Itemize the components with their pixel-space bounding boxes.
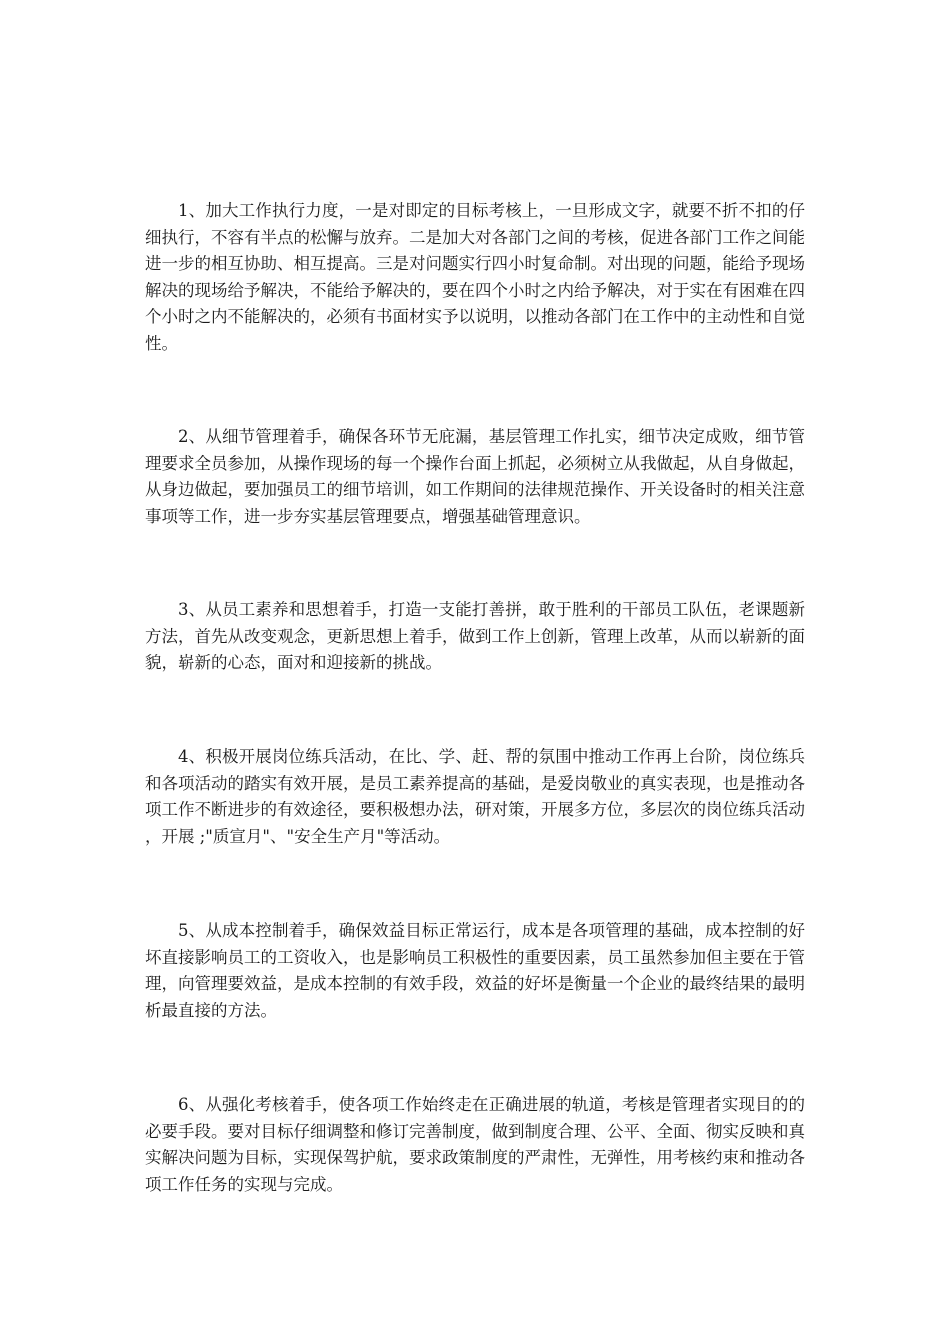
paragraph-6: 6、从强化考核着手，使各项工作始终走在正确进展的轨道，考核是管理者实现目的的必要手段。要对目标仔细调整和修订完善制度，做到制度合理、公平、全面、彻实反映和真实解决问题为目标，实现保驾护航，要求政策制度的严肃性，无弹性，用考核约束和推动各项工作任务的实现与完成。 [145,1095,805,1194]
paragraph-5: 5、从成本控制着手，确保效益目标正常运行，成本是各项管理的基础，成本控制的好坏直接影响员工的工资收入，也是影响员工积极性的重要因素，员工虽然参加但主要在于管理，向管理要效益，是成本控制的有效手段，效益的好坏是衡量一个企业的最终结果的最明析最直接的方法。 [145,921,805,1020]
paragraph-4: 4、积极开展岗位练兵活动，在比、学、赶、帮的氛围中推动工作再上台阶，岗位练兵和各项活动的踏实有效开展，是员工素养提高的基础，是爱岗敬业的真实表现，也是推动各项工作不断进步的有效途径，要积极想办法，研对策，开展多方位，多层次的岗位练兵活动，开展 ;"质宣月"、"安全生产月"等活动。 [145,747,805,846]
paragraph-3: 3、从员工素养和思想着手，打造一支能打善拼，敢于胜利的干部员工队伍，老课题新方法，首先从改变观念，更新思想上着手，做到工作上创新，管理上改革，从而以崭新的面貌，崭新的心态，面对和迎接新的挑战。 [145,600,805,672]
paragraph-1: 1、加大工作执行力度，一是对即定的目标考核上，一旦形成文字，就要不折不扣的仔细执行，不容有半点的松懈与放弃。二是加大对各部门之间的考核，促进各部门工作之间能进一步的相互协助、相互提高。三是对问题实行四小时复命制。对出现的问题，能给予现场解决的现场给予解决，不能给予解决的，要在四个小时之内给予解决，对于实在有困难在四个小时之内不能解决的，必须有书面材实予以说明，以推动各部门在工作中的主动性和自觉性。 [145,201,805,353]
paragraph-2: 2、从细节管理着手，确保各环节无庇漏，基层管理工作扎实，细节决定成败，细节管理要求全员参加，从操作现场的每一个操作台面上抓起，必须树立从我做起，从自身做起，从身边做起，要加强员工的细节培训，如工作期间的法律规范操作、开关设备时的相关注意事项等工作，进一步夯实基层管理要点，增强基础管理意识。 [145,427,805,526]
